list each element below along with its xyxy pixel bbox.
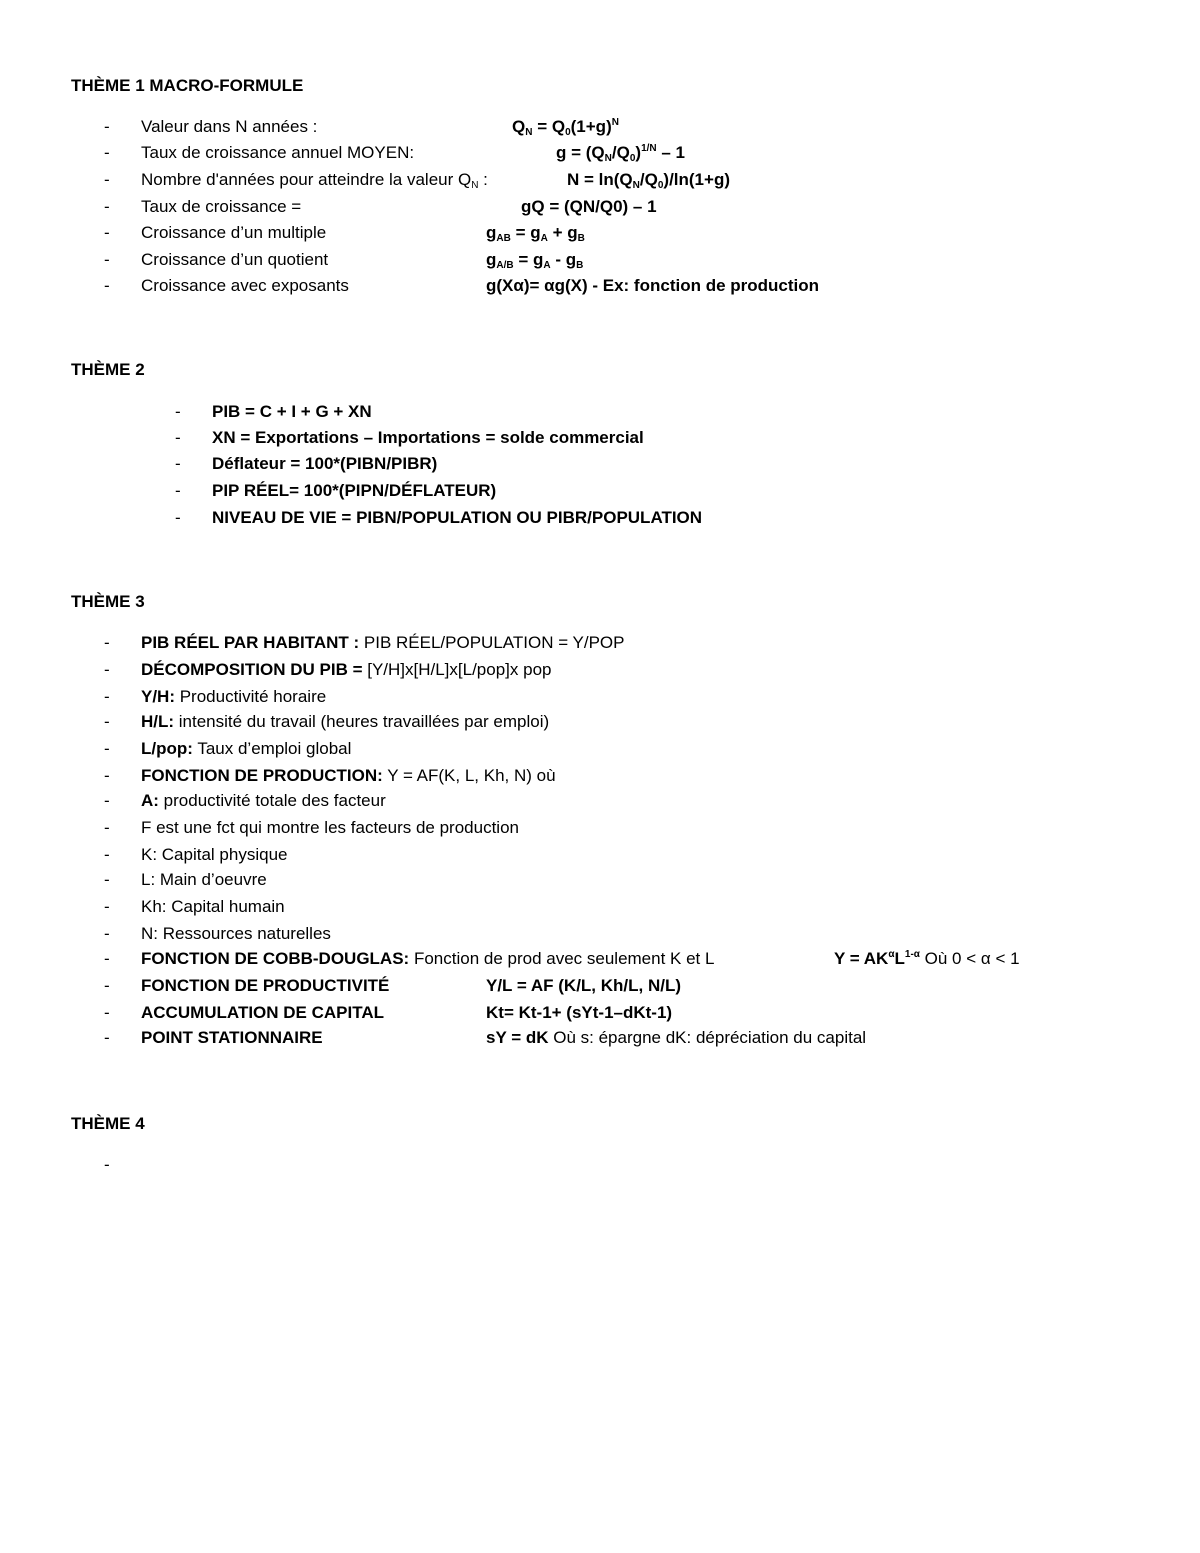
theme3-heading: THÈME 3 <box>71 592 145 611</box>
item-label: L/pop: Taux d’emploi global <box>141 739 352 758</box>
item-label: Croissance d’un quotient <box>141 250 329 269</box>
bullet-dash: - <box>104 845 110 864</box>
bullet-dash: - <box>104 117 110 136</box>
formula-quotient-growth: $g_{A/B} = g_A - g_B$ <box>486 250 584 271</box>
bullet-dash: - <box>104 143 110 162</box>
formula-years-needed: $N = \ln(Q_N/Q_0)/\ln(1+g)$ <box>567 170 730 191</box>
item-label: NIVEAU DE VIE = PIBN/POPULATION OU PIBR/POPULATION <box>212 508 703 527</box>
item-label: Taux de croissance annuel MOYEN: <box>141 143 415 162</box>
theme1-heading: THÈME 1 MACRO-FORMULE <box>71 76 304 95</box>
bullet-dash: - <box>104 870 110 889</box>
bullet-dash: - <box>104 976 110 995</box>
bullet-dash: - <box>104 223 110 242</box>
item-label: PIB = C + I + G + XN <box>212 402 372 421</box>
item-label: Y/H: Productivité horaire <box>141 687 327 706</box>
item-label: ACCUMULATION DE CAPITAL <box>141 1003 385 1022</box>
item-label: K: Capital physique <box>141 845 288 864</box>
bullet-dash: - <box>104 1003 110 1022</box>
item-label: Kh: Capital humain <box>141 897 285 916</box>
formula-steady-state: sY = dK Où s: épargne dK: dépréciation du capital <box>486 1028 867 1047</box>
bullet-dash: - <box>175 402 181 421</box>
formula-product-growth: $g_{AB} = g_A + g_B$ <box>486 223 585 244</box>
item-label: XN = Exportations – Importations = solde commercial <box>212 428 644 447</box>
item-label: F est une fct qui montre les facteurs de production <box>141 818 519 837</box>
bullet-dash: - <box>175 454 181 473</box>
item-label: Croissance d’un multiple <box>141 223 327 242</box>
item-label: Nombre d'années pour atteindre la valeur $Q_N$ : <box>141 170 488 191</box>
item-label: N: Ressources naturelles <box>141 924 331 943</box>
item-label: FONCTION DE COBB-DOUGLAS: Fonction de prod avec seulement K et L <box>141 949 715 968</box>
bullet-dash: - <box>104 712 110 731</box>
item-label: Valeur dans N années : <box>141 117 318 136</box>
theme4-heading: THÈME 4 <box>71 1114 145 1133</box>
item-label: Croissance avec exposants <box>141 276 349 295</box>
formula-exponent-growth: g(Xα)= αg(X) - Ex: fonction de production <box>486 276 820 295</box>
bullet-dash: - <box>175 481 181 500</box>
item-label: Déflateur = 100*(PIBN/PIBR) <box>212 454 438 473</box>
bullet-dash: - <box>104 818 110 837</box>
bullet-dash: - <box>104 739 110 758</box>
bullet-dash: - <box>104 949 110 968</box>
bullet-dash: - <box>104 1028 110 1047</box>
item-label: FONCTION DE PRODUCTIVITÉ <box>141 976 390 995</box>
item-label: A: productivité totale des facteur <box>141 791 386 810</box>
item-label: DÉCOMPOSITION DU PIB = [Y/H]x[H/L]x[L/pop]x pop <box>141 660 552 679</box>
bullet-dash: - <box>104 633 110 652</box>
bullet-dash: - <box>104 1155 110 1174</box>
item-label: FONCTION DE PRODUCTION: Y = AF(K, L, Kh, N) où <box>141 766 556 785</box>
bullet-dash: - <box>175 428 181 447</box>
bullet-dash: - <box>104 660 110 679</box>
item-label: POINT STATIONNAIRE <box>141 1028 323 1047</box>
formula-capital-accumulation: Kt= Kt-1+ (sYt-1–dKt-1) <box>486 1003 673 1022</box>
bullet-dash: - <box>104 250 110 269</box>
bullet-dash: - <box>104 170 110 189</box>
formula-future-value: $Q_N = Q_0(1+g)^N$ <box>512 117 619 138</box>
item-label: PIP RÉEL= 100*(PIPN/DÉFLATEUR) <box>212 481 497 500</box>
item-label: PIB RÉEL PAR HABITANT : PIB RÉEL/POPULATION = Y/POP <box>141 633 625 652</box>
bullet-dash: - <box>104 276 110 295</box>
bullet-dash: - <box>104 924 110 943</box>
item-label: Taux de croissance = <box>141 197 302 216</box>
formula-growth-rate: gQ = (QN/Q0) – 1 <box>521 197 657 216</box>
formula-average-growth: $g = (Q_N/Q_0)^{1/N} - 1$ <box>556 143 685 164</box>
theme2-heading: THÈME 2 <box>71 360 145 379</box>
item-label: L: Main d’oeuvre <box>141 870 267 889</box>
bullet-dash: - <box>104 197 110 216</box>
bullet-dash: - <box>175 508 181 527</box>
item-label: H/L: intensité du travail (heures travaillées par emploi) <box>141 712 550 731</box>
bullet-dash: - <box>104 791 110 810</box>
formula-cobb-douglas: $Y = AK^\alpha L^{1-\alpha}$ Où 0 < α < 1 <box>834 949 1020 968</box>
bullet-dash: - <box>104 897 110 916</box>
formula-productivity: Y/L = AF (K/L, Kh/L, N/L) <box>486 976 682 995</box>
bullet-dash: - <box>104 766 110 785</box>
bullet-dash: - <box>104 687 110 706</box>
